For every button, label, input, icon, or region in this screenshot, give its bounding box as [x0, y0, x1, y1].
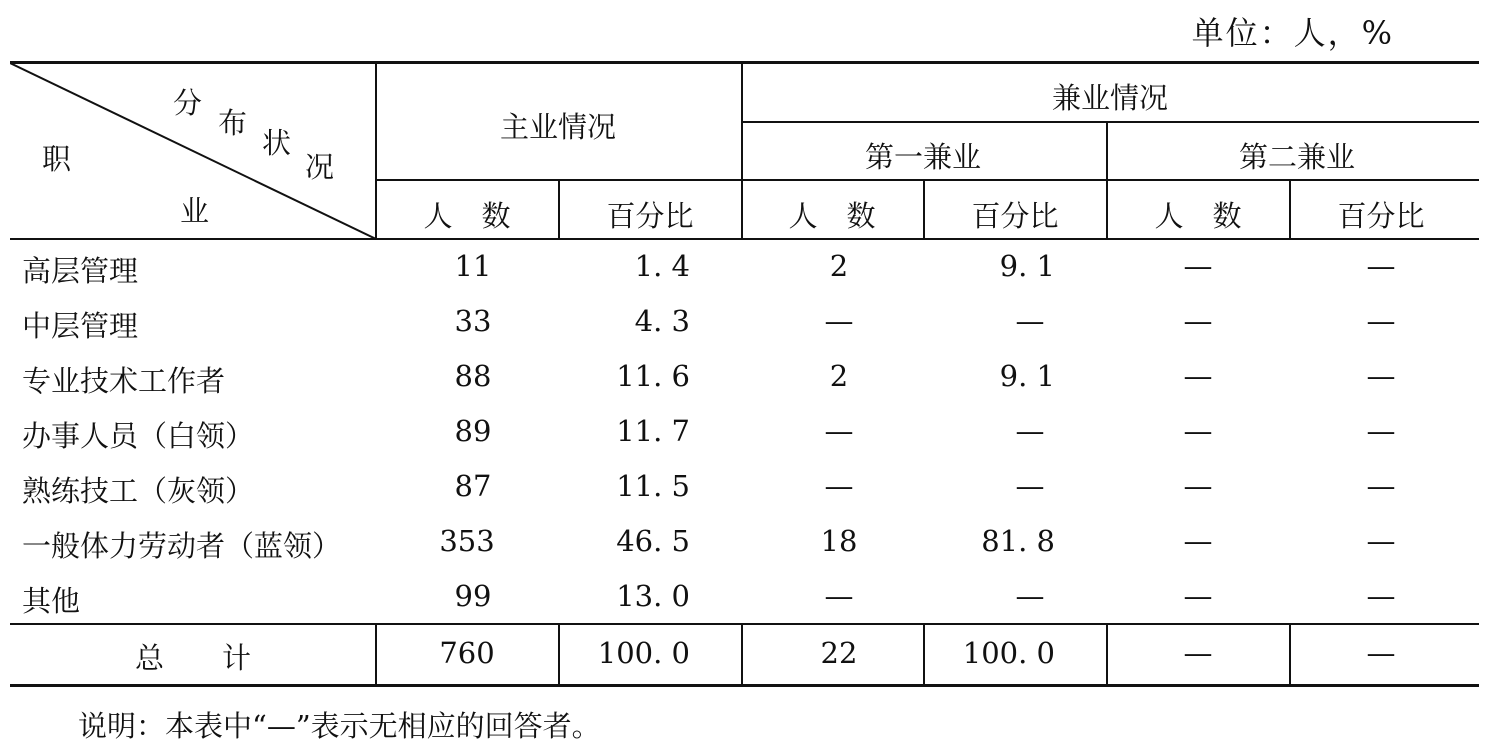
corner-label-3: 状	[262, 126, 292, 160]
corner-label-left: 职	[42, 142, 72, 176]
first-pct: —	[1015, 304, 1045, 338]
second-pct: —	[1366, 249, 1396, 283]
corner-label-bottom: 业	[180, 194, 210, 228]
main-pct: 4. 3	[634, 304, 690, 338]
col-rule-3	[741, 61, 743, 240]
unit-label: 单位：人，%	[1191, 14, 1394, 52]
main-pct: 46. 5	[616, 524, 690, 558]
data-table	[10, 61, 1479, 687]
corner-label-4: 况	[305, 150, 335, 184]
total-main-count: 760	[439, 636, 495, 670]
total-main-pct: 100. 0	[597, 636, 690, 670]
first-count: —	[824, 304, 854, 338]
main-pct: 11. 5	[616, 469, 690, 503]
first-pct-header: 百分比	[971, 199, 1059, 233]
second-count: —	[1183, 249, 1213, 283]
main-count: 89	[454, 414, 492, 448]
first-pct: 81. 8	[981, 524, 1055, 558]
first-pct: 9. 1	[999, 359, 1055, 393]
total-rule	[10, 623, 1479, 625]
row-name: 一般体力劳动者（蓝领）	[22, 529, 342, 563]
row-name: 熟练技工（灰领）	[22, 474, 255, 508]
row-name: 高层管理	[22, 254, 139, 288]
main-pct: 11. 6	[616, 359, 690, 393]
main-header: 主业情况	[499, 110, 617, 144]
total-first-pct: 100. 0	[962, 636, 1055, 670]
side-first-header: 第一兼业	[864, 140, 982, 174]
main-pct-header: 百分比	[606, 199, 694, 233]
second-count: —	[1183, 469, 1213, 503]
first-count: —	[824, 469, 854, 503]
row-name: 专业技术工作者	[22, 364, 226, 398]
corner-label-1: 分	[173, 86, 203, 120]
main-count: 99	[454, 579, 492, 613]
header-rule-1	[741, 121, 1479, 123]
col-rule-2-total	[558, 623, 560, 686]
col-rule-1-total	[375, 623, 377, 686]
first-pct: 9. 1	[999, 249, 1055, 283]
table-note: 说明：本表中“—”表示无相应的回答者。	[78, 709, 601, 743]
first-count: 18	[820, 524, 858, 558]
col-rule-4	[923, 179, 925, 240]
col-rule-3-total	[741, 623, 743, 686]
main-pct: 1. 4	[634, 249, 690, 283]
header-rule-2	[375, 179, 1479, 181]
col-rule-4-total	[923, 623, 925, 686]
main-count-header: 人 数	[423, 199, 511, 233]
first-pct: —	[1015, 469, 1045, 503]
first-count-header: 人 数	[788, 199, 876, 233]
col-rule-6-total	[1289, 623, 1291, 686]
col-rule-2	[558, 179, 560, 240]
second-pct-header: 百分比	[1337, 199, 1425, 233]
second-count: —	[1183, 359, 1213, 393]
second-pct: —	[1366, 579, 1396, 613]
bottom-rule	[10, 684, 1479, 687]
col-rule-5-total	[1106, 623, 1108, 686]
second-pct: —	[1366, 359, 1396, 393]
side-second-header: 第二兼业	[1238, 140, 1356, 174]
row-name: 中层管理	[22, 309, 139, 343]
row-name: 办事人员（白领）	[22, 419, 255, 453]
total-second-pct: —	[1366, 636, 1396, 670]
main-count: 353	[439, 524, 495, 558]
first-count: —	[824, 579, 854, 613]
first-count: —	[824, 414, 854, 448]
second-count: —	[1183, 524, 1213, 558]
main-pct: 13. 0	[616, 579, 690, 613]
second-count-header: 人 数	[1154, 199, 1242, 233]
second-pct: —	[1366, 524, 1396, 558]
side-header: 兼业情况	[1051, 81, 1169, 115]
first-count: 2	[829, 359, 849, 393]
first-count: 2	[829, 249, 849, 283]
col-rule-6	[1289, 179, 1291, 240]
main-pct: 11. 7	[616, 414, 690, 448]
total-label: 总 计	[134, 641, 252, 675]
first-pct: —	[1015, 414, 1045, 448]
main-count: 11	[454, 249, 492, 283]
second-pct: —	[1366, 304, 1396, 338]
total-second-count: —	[1183, 636, 1213, 670]
second-pct: —	[1366, 414, 1396, 448]
main-count: 33	[454, 304, 492, 338]
first-pct: —	[1015, 579, 1045, 613]
row-name: 其他	[22, 584, 81, 618]
main-count: 88	[454, 359, 492, 393]
second-count: —	[1183, 414, 1213, 448]
second-count: —	[1183, 579, 1213, 613]
col-rule-5	[1106, 121, 1108, 240]
total-first-count: 22	[820, 636, 858, 670]
main-count: 87	[454, 469, 492, 503]
second-count: —	[1183, 304, 1213, 338]
second-pct: —	[1366, 469, 1396, 503]
corner-label-2: 布	[218, 106, 248, 140]
